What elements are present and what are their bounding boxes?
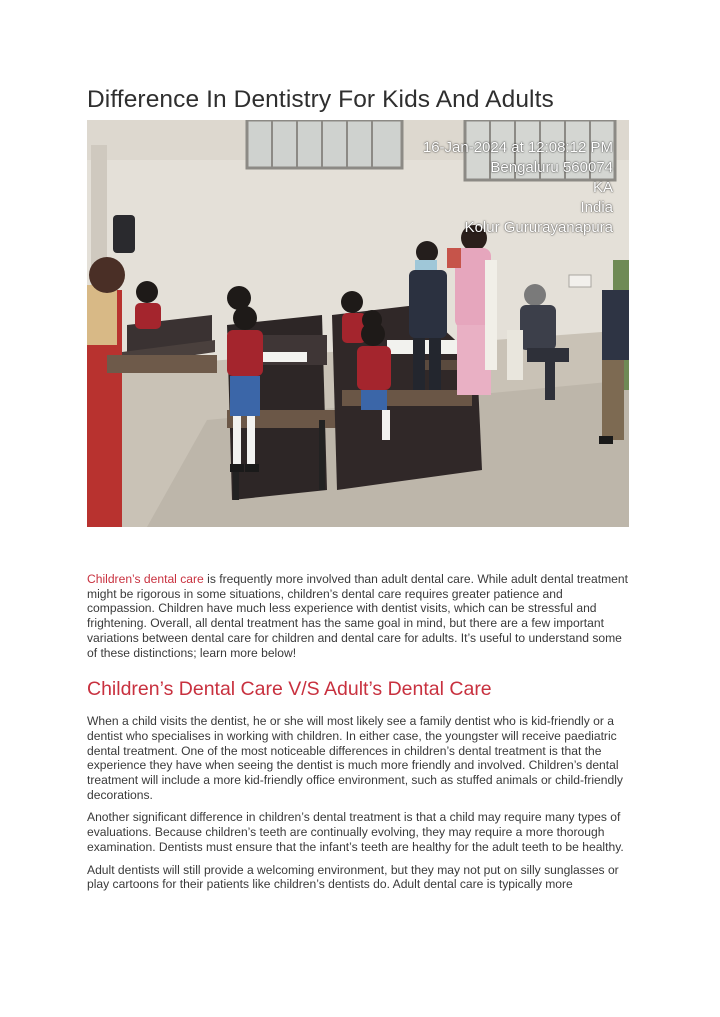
page-title: Difference In Dentistry For Kids And Adults [87,86,554,113]
stamp-line: 16-Jan-2024 at 12:08:12 PM [422,139,613,156]
stamp-line: Kolur Gururayanapura [464,219,613,236]
stamp-line: KA [592,179,613,196]
stamp-line: Bengaluru 560074 [490,159,613,176]
stamp-line: India [580,199,613,216]
body-paragraph: Another significant difference in children’s dental treatment is that a child may require many types of evaluations. Because children’s teeth are continually evolving, they may require a more thorough examination. Dentists must ensure that the infant’s teeth are healthy for the adult teeth to be healthy. [87,810,624,854]
photo-timestamp-stamp [423,138,613,238]
intro-paragraph [87,572,632,660]
section-heading: Children’s Dental Care V/S Adult’s Dental Care [87,678,492,701]
article-body [87,572,632,900]
body-paragraph: Adult dentists will still provide a welcoming environment, but they may not put on silly sunglasses or play cartoons for their patients like children’s dentists do. Adult dental care is typically more [87,862,619,892]
classroom-photo [87,120,629,527]
childrens-dental-care-link[interactable]: Children’s dental care [87,572,204,586]
intro-text: is frequently more involved than adult dental care. While adult dental treatment might be rigorous in some situations, children’s dental care requires greater patience and compassion. Children have much less experience with dentist visits, which can be stressful and frightening. Overall, all dental treatment has the same goal in mind, but there are a few important variations between dental care for children and dental care for adults. It’s useful to understand some of these distinctions; learn more below! [87,572,628,660]
body-paragraph: When a child visits the dentist, he or she will most likely see a family dentist who is kid-friendly or a dentist who specialises in working with children. In either case, the youngster will receive paediatric dental treatment. One of the most noticeable differences in children’s dental treatment is that the experience they have when seeing the dentist is much more friendly and involved. Children’s dental treatment will include a more kid-friendly office environment, such as stuffed animals or child-friendly decorations. [87,714,623,802]
